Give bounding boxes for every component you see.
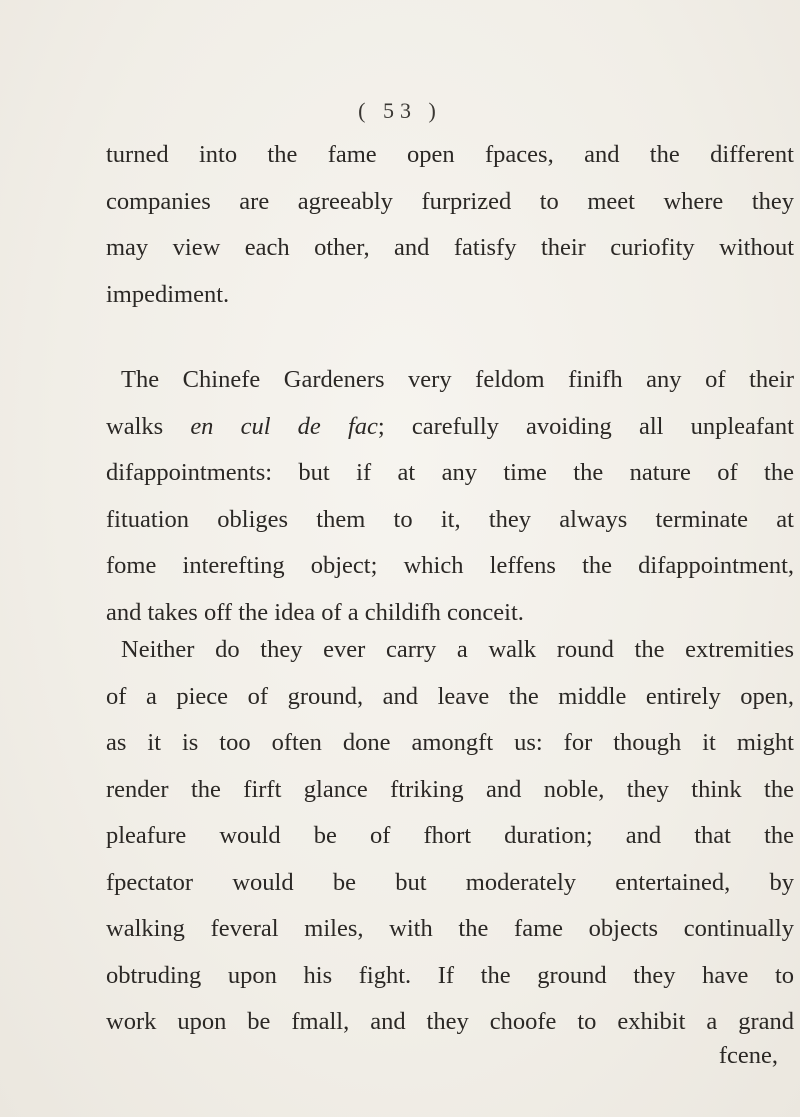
text-line: difappointments: but if at any time the nature of the — [106, 459, 794, 486]
text-line: fome interefting object; which leffens the difappointment, — [106, 552, 794, 579]
paragraph-1 — [106, 132, 794, 318]
text-line: fpectator would be but moderately entertained, by — [106, 868, 794, 896]
catchword: fcene, — [718, 1042, 778, 1069]
paragraph-3 — [106, 627, 794, 1046]
text-line: may view each other, and fatisfy their curiofity without — [106, 234, 794, 261]
text-line-with-italic: walks en cul de fac; carefully avoiding all unpleafant — [106, 412, 794, 440]
text-line: fituation obliges them to it, they always terminate at — [106, 505, 794, 533]
text-line: as it is too often done amongft us: for though it might — [106, 729, 794, 756]
text-line: walking feveral miles, with the fame objects continually — [106, 915, 794, 942]
text-line: work upon be fmall, and they choofe to exhibit a grand — [106, 1008, 794, 1035]
page-number: ( 53 ) — [358, 98, 442, 123]
text-line: turned into the fame open fpaces, and the different — [106, 141, 794, 168]
text-line: companies are agreeably furprized to meet where they — [106, 187, 794, 215]
text-line: The Chinefe Gardeners very feldom finifh any of their — [121, 366, 794, 393]
text-line: impediment. — [106, 280, 230, 308]
text-line: render the firft glance ftriking and noble, they think the — [106, 775, 794, 803]
paragraph-2 — [106, 357, 794, 636]
text-line: Neither do they ever carry a walk round the extremities — [121, 636, 794, 663]
italic-phrase: en cul de fac — [190, 412, 378, 440]
text-line: pleafure would be of fhort duration; and that the — [106, 822, 794, 849]
text-line: and takes off the idea of a childifh conceit. — [106, 598, 524, 626]
text-line: of a piece of ground, and leave the middle entirely open, — [106, 682, 794, 710]
text-line: obtruding upon his fight. If the ground they have to — [106, 961, 794, 989]
